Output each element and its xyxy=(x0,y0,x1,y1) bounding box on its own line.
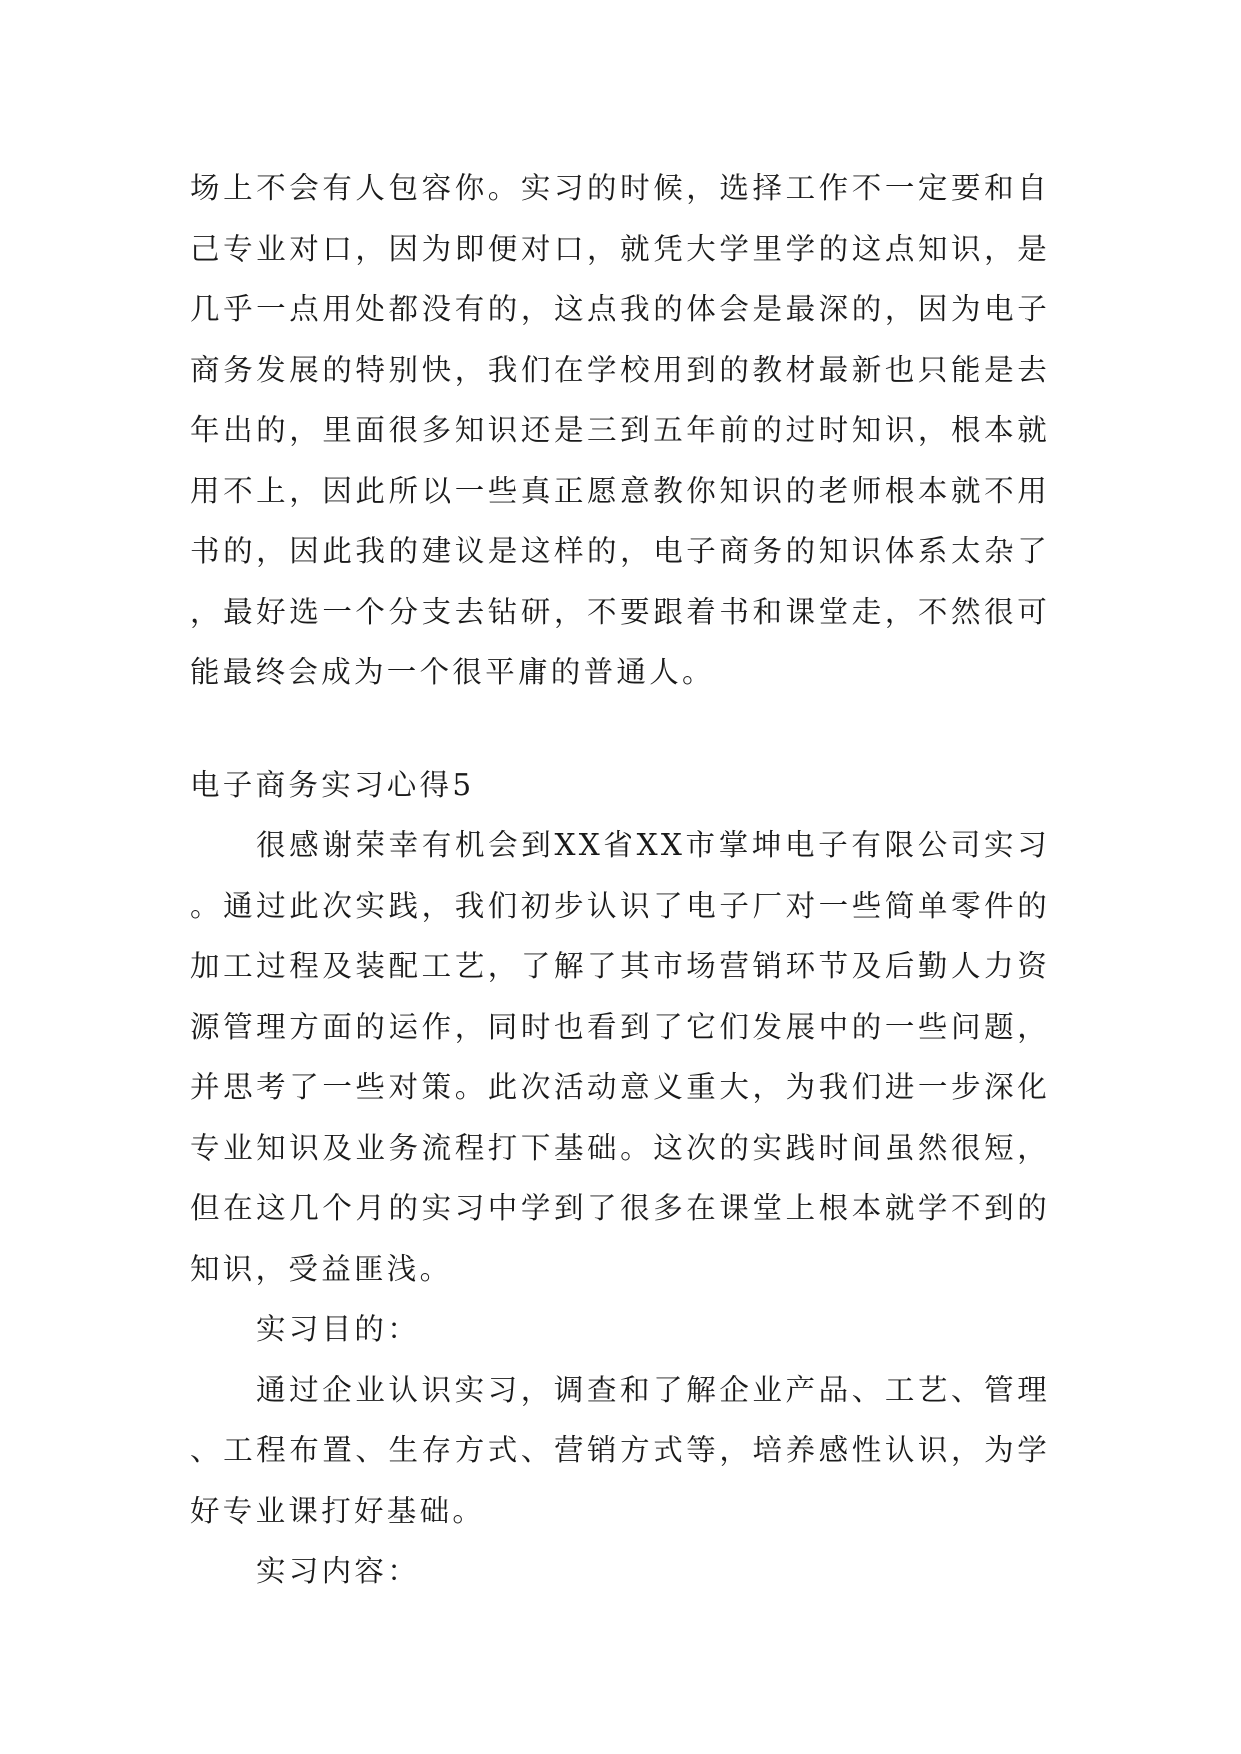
document-body xyxy=(190,158,1050,1602)
purpose-paragraph: 通过企业认识实习，调查和了解企业产品、工艺、管理、工程布置、生存方式、营销方式等，培养感性认识，为学好专业课打好基础。 xyxy=(190,1372,1050,1528)
intro-paragraph: 很感谢荣幸有机会到XX省XX市掌坤电子有限公司实习。通过此次实践，我们初步认识了电子厂对一些简单零件的加工过程及装配工艺，了解了其市场营销环节及后勤人力资源管理方面的运作，同时也看到了它们发展中的一些问题，并思考了一些对策。此次活动意义重大，为我们进一步深化专业知识及业务流程打下基础。这次的实践时间虽然很短，但在这几个月的实习中学到了很多在课堂上根本就学不到的知识，受益匪浅。 xyxy=(190,828,1050,1286)
content-label: 实习内容： xyxy=(256,1554,421,1588)
continued-paragraph: 场上不会有人包容你。实习的时候，选择工作不一定要和自己专业对口，因为即便对口，就凭大学里学的这点知识，是几乎一点用处都没有的，这点我的体会是最深的，因为电子商务发展的特别快，我们在学校用到的教材最新也只能是去年出的，里面很多知识还是三到五年前的过时知识，根本就用不上，因此所以一些真正愿意教你知识的老师根本就不用书的，因此我的建议是这样的，电子商务的知识体系太杂了，最好选一个分支去钻研，不要跟着书和课堂走，不然很可能最终会成为一个很平庸的普通人。 xyxy=(190,171,1050,689)
section-heading: 电子商务实习心得5 xyxy=(190,767,475,802)
purpose-label: 实习目的： xyxy=(256,1312,421,1346)
